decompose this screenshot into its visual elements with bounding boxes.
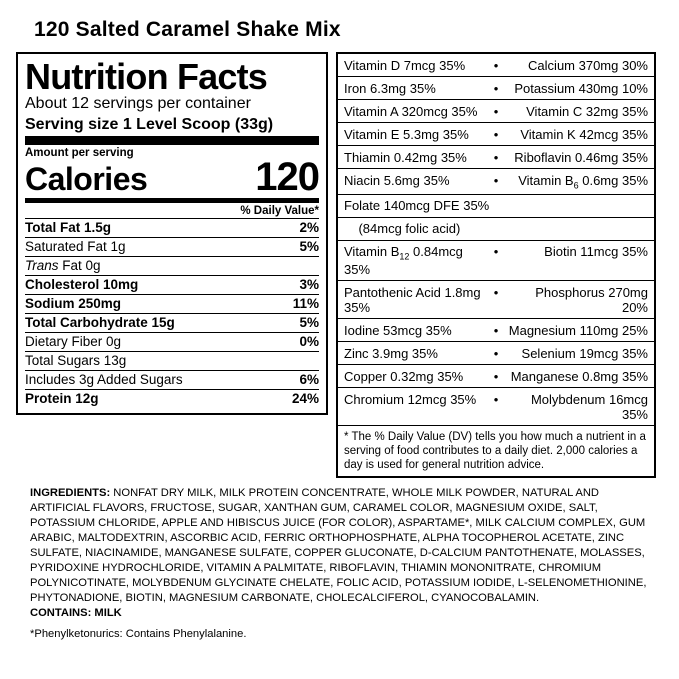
table-row: [25, 313, 319, 332]
table-row: [25, 275, 319, 294]
vitamin-left: Copper 0.32mg 35%: [338, 365, 490, 388]
vitamin-right: Vitamin K 42mcg 35%: [502, 123, 654, 146]
nutrient-name: Dietary Fiber 0g: [25, 332, 276, 351]
ingredients-label: INGREDIENTS:: [30, 487, 111, 500]
nutrients-table: [25, 219, 319, 408]
serving-size: Serving size 1 Level Scoop (33g): [25, 115, 274, 133]
table-row: [338, 169, 654, 195]
vitamin-right: Molybdenum 16mcg 35%: [502, 388, 654, 426]
nutrient-name: Protein 12g: [25, 391, 99, 407]
table-row: [338, 388, 654, 426]
vitamin-left: Niacin 5.6mg 35%: [338, 169, 490, 195]
phenylketonurics-warning: *Phenylketonurics: Contains Phenylalanine.: [30, 628, 247, 641]
table-row: [338, 123, 654, 146]
vitamin-right: Potassium 430mg 10%: [502, 77, 654, 100]
bullet-icon: •: [490, 319, 503, 342]
bullet-icon: •: [490, 123, 503, 146]
table-row: [338, 240, 654, 281]
vitamin-left: Vitamin $B_{12}$ 0.84mcg 35%: [338, 240, 490, 281]
table-row: [25, 219, 319, 238]
table-row: [338, 194, 654, 217]
vitamin-right: Manganese 0.8mg 35%: [502, 365, 654, 388]
nutrient-name: Cholesterol 10mg: [25, 275, 276, 294]
vitamin-left: Vitamin D 7mcg 35%: [338, 54, 490, 77]
bullet-icon: •: [490, 146, 503, 169]
page-title: 120 Salted Caramel Shake Mix: [34, 18, 341, 41]
nutrient-name: Total Carbohydrate 15g: [25, 313, 276, 332]
table-row: [338, 217, 654, 240]
vitamin-left: Pantothenic Acid 1.8mg 35%: [338, 281, 490, 319]
nutrient-dv: 24%: [291, 391, 319, 407]
ingredients-block: [30, 486, 649, 642]
vitamin-wide: Folate 140mcg DFE 35%: [338, 194, 654, 217]
nutrient-name: Total Sugars 13g: [25, 351, 276, 370]
daily-value-header: % Daily Value*: [240, 204, 319, 217]
table-row: [25, 370, 319, 389]
calories-row: [25, 154, 319, 199]
bullet-icon: •: [490, 77, 503, 100]
table-row: [338, 319, 654, 342]
ingredients-text: NONFAT DRY MILK, MILK PROTEIN CONCENTRATE, WHOLE MILK POWDER, NATURAL AND ARTIFICIAL FLAVORS, FRUCTOSE, SUGAR, XANTHAN GUM, CARAMEL COLOR, MAGNESIUM OXIDE, SALT, POTASSIUM CHLORIDE, APPLE AND HIBISCUS JUICE (FOR COLOR), ASPARTAME*, MILK CALCIUM COMPLEX, GUM ARABIC, MALTODEXTRIN, ASCORBIC ACID, FERRIC ORTHOPHOSPHATE, ALPHA TOCOPHEROL ACETATE, ZINC SULFATE, NIACINAMIDE, MANGANESE SULFATE, COPPER GLUCONATE, D-CALCIUM PANTOTHENATE, MOLASSES, PYRIDOXINE HYDROCHLORIDE, VITAMIN A PALMITATE, RIBOFLAVIN, THIAMIN MONONITRATE, CHROMIUM POLYNICOTINATE, MOLYBDENUM GLYCINATE CHELATE, FOLIC ACID, POTASSIUM IODIDE, L-SELENOMETHIONINE, PHYTONADIONE, BIOTIN, MAGNESIUM CARBONATE, CHOLECALCIFEROL, CYANOCOBALAMIN.: [30, 487, 647, 604]
bullet-icon: •: [490, 54, 503, 77]
vitamin-right: Selenium 19mcg 35%: [502, 342, 654, 365]
vitamin-wide: (84mcg folic acid): [338, 217, 654, 240]
calories-value: 120: [255, 154, 319, 199]
nutrient-dv: 5%: [276, 313, 319, 332]
nutrient-name: Sodium 250mg: [25, 294, 276, 313]
nutrient-dv: [276, 351, 319, 370]
bullet-icon: •: [490, 342, 503, 365]
nutrient-dv: 5%: [276, 237, 319, 256]
vitamin-left: Vitamin E 5.3mg 35%: [338, 123, 490, 146]
nutrient-dv: 3%: [276, 275, 319, 294]
bullet-icon: •: [490, 281, 503, 319]
label-panels: [16, 52, 663, 478]
vitamin-left: Chromium 12mcg 35%: [338, 388, 490, 426]
table-row: [25, 237, 319, 256]
contains-allergens: CONTAINS: MILK: [30, 607, 122, 620]
table-row: [25, 389, 319, 408]
nutrition-facts-panel: [16, 52, 328, 415]
table-row: [338, 365, 654, 388]
vitamin-right: Vitamin C 32mg 35%: [502, 100, 654, 123]
nutrient-name: Includes 3g Added Sugars: [25, 370, 276, 389]
vitamin-left: Zinc 3.9mg 35%: [338, 342, 490, 365]
nutrient-name: Saturated Fat 1g: [25, 237, 276, 256]
table-row: [25, 294, 319, 313]
bullet-icon: •: [490, 240, 503, 281]
table-row: [338, 54, 654, 77]
nutrient-dv: 11%: [276, 294, 319, 313]
vitamin-right: Magnesium 110mg 25%: [502, 319, 654, 342]
vitamin-right: Riboflavin 0.46mg 35%: [502, 146, 654, 169]
table-row: [338, 100, 654, 123]
vitamins-table: [338, 54, 654, 476]
table-row: [25, 332, 319, 351]
vitamin-right: Biotin 11mcg 35%: [502, 240, 654, 281]
nutrition-facts-heading: Nutrition Facts: [25, 56, 268, 97]
vitamin-left: Iron 6.3mg 35%: [338, 77, 490, 100]
table-row: [338, 426, 654, 477]
vitamin-left: Iodine 53mcg 35%: [338, 319, 490, 342]
nutrient-dv: [276, 256, 319, 275]
bullet-icon: •: [490, 388, 503, 426]
vitamins-minerals-panel: [336, 52, 656, 478]
table-row: [338, 77, 654, 100]
nutrient-name: Trans Fat 0g: [25, 256, 276, 275]
bullet-icon: •: [490, 365, 503, 388]
nutrient-dv: 6%: [276, 370, 319, 389]
vitamin-left: Thiamin 0.42mg 35%: [338, 146, 490, 169]
calories-label: Calories: [25, 160, 148, 197]
table-row: [338, 146, 654, 169]
amount-per-serving-label: Amount per serving: [25, 146, 134, 159]
servings-per-container: About 12 servings per container: [25, 95, 251, 113]
table-row: [25, 256, 319, 275]
nutrient-name: Total Fat 1.5g: [25, 219, 276, 238]
table-row: [338, 281, 654, 319]
bullet-icon: •: [490, 100, 503, 123]
divider-thick: [25, 136, 319, 145]
vitamin-right: Calcium 370mg 30%: [502, 54, 654, 77]
nutrient-dv: 2%: [276, 219, 319, 238]
vitamin-left: Vitamin A 320mcg 35%: [338, 100, 490, 123]
bullet-icon: •: [490, 169, 503, 195]
table-row: [25, 351, 319, 370]
vitamin-right: Vitamin $B_6$ 0.6mg 35%: [502, 169, 654, 195]
table-row: [338, 342, 654, 365]
vitamin-right: Phosphorus 270mg 20%: [502, 281, 654, 319]
daily-value-footnote: * The % Daily Value (DV) tells you how much a nutrient in a serving of food contributes to a daily diet. 2,000 calories a day is used for general nutrition advice.: [344, 430, 646, 472]
nutrient-dv: 0%: [276, 332, 319, 351]
